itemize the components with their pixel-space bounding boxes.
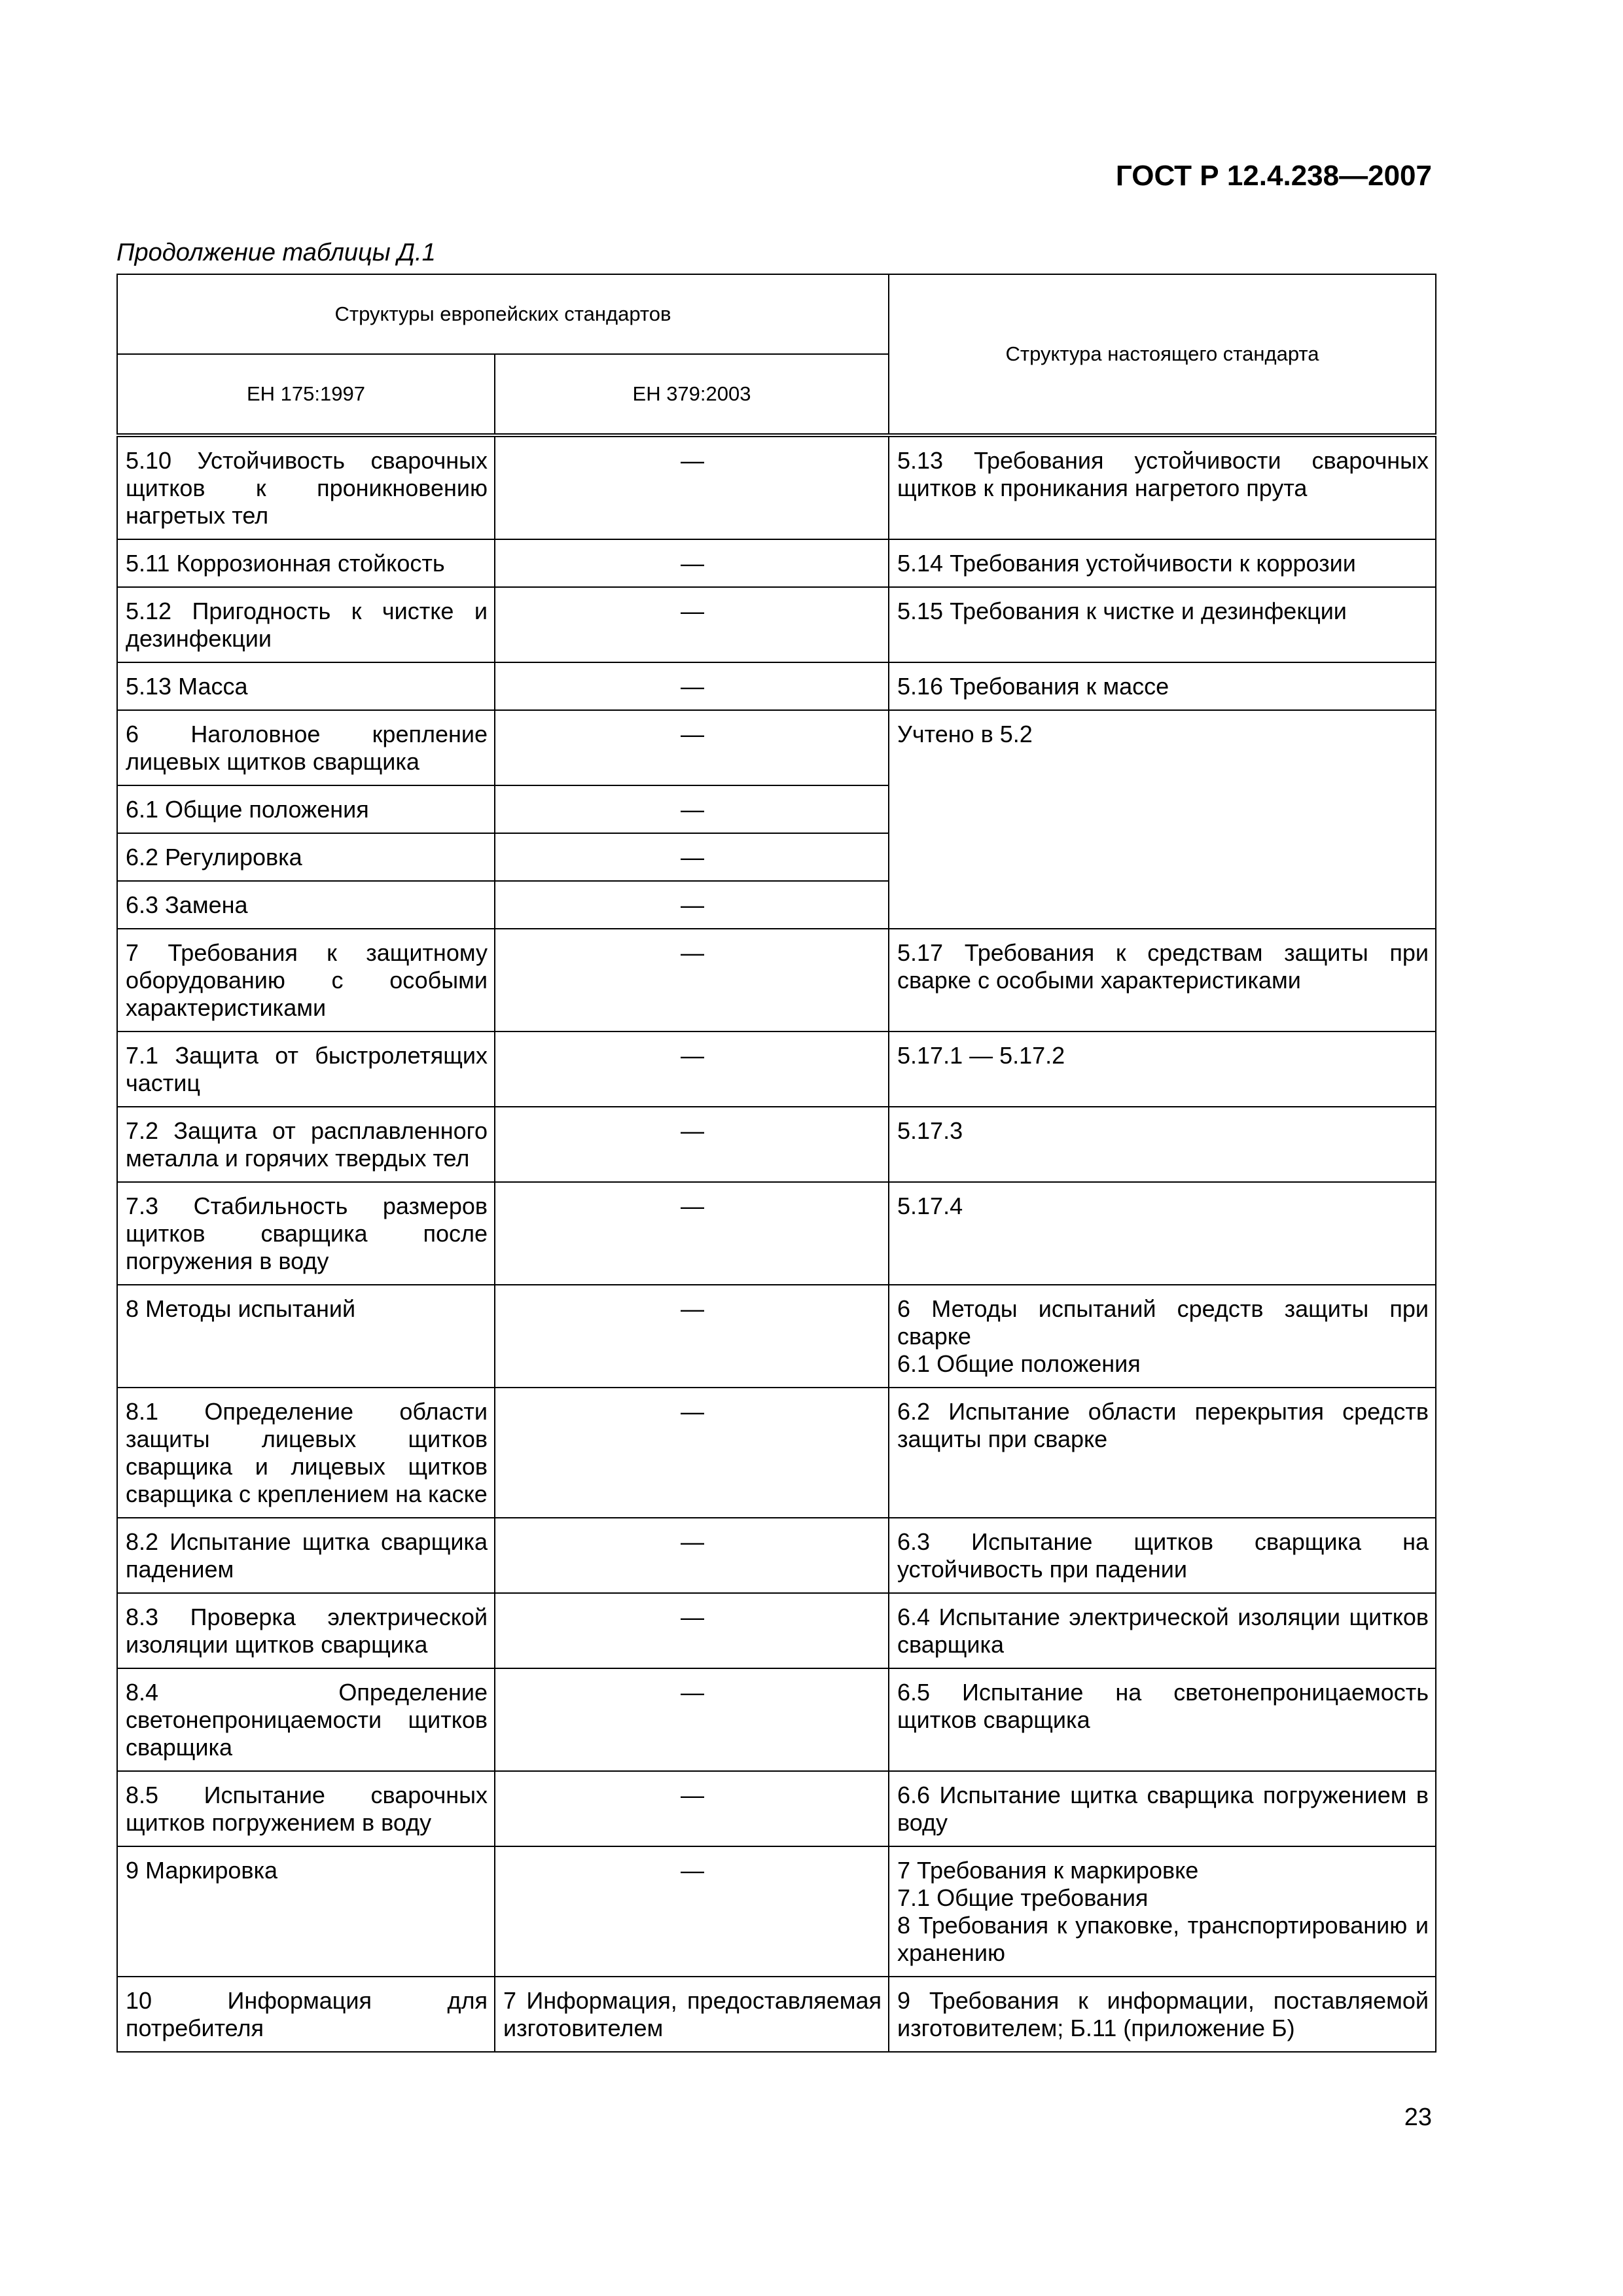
table-row (117, 662, 1436, 710)
cell-this-standard: 6.2 Испытание области перекрытия средств защиты при сварке (889, 1388, 1436, 1518)
cell-en379: — (495, 1031, 889, 1107)
cell-en379: — (495, 1388, 889, 1518)
cell-en379: — (495, 1668, 889, 1771)
table-row (117, 1285, 1436, 1388)
cell-en175: 8.5 Испытание сварочных щитков погружением в воду (117, 1771, 495, 1846)
cell-en379: — (495, 1771, 889, 1846)
cell-this-standard: 5.13 Требования устойчивости сварочных щитков к проникания нагретого прута (889, 435, 1436, 539)
cell-en175: 7.2 Защита от расплавленного металла и горячих твердых тел (117, 1107, 495, 1182)
cell-en379: — (495, 435, 889, 539)
cell-en175: 8.1 Определение области защиты лицевых щитков сварщика и лицевых щитков сварщика с креплением на каске (117, 1388, 495, 1518)
cell-en175: 5.13 Масса (117, 662, 495, 710)
cell-this-standard: 5.16 Требования к массе (889, 662, 1436, 710)
cell-en379: — (495, 881, 889, 929)
table-row (117, 435, 1436, 539)
cell-en175: 5.10 Устойчивость сварочных щитков к проникновению нагретых тел (117, 435, 495, 539)
cell-line: 6.1 Общие положения (897, 1350, 1141, 1377)
cell-en379: 7 Информация, предоставляемая изготовителем (495, 1977, 889, 2052)
cell-this-standard: 5.17.1 — 5.17.2 (889, 1031, 1436, 1107)
cell-en379: — (495, 1107, 889, 1182)
table-row (117, 1846, 1436, 1977)
cell-en379: — (495, 1593, 889, 1668)
cell-en379: — (495, 1846, 889, 1977)
table-row (117, 1388, 1436, 1518)
cell-en175: 8.3 Проверка электрической изоляции щитков сварщика (117, 1593, 495, 1668)
table-row (117, 587, 1436, 662)
cell-line: 6 Методы испытаний средств защиты при сварке (897, 1295, 1429, 1350)
cell-en175: 5.12 Пригодность к чистке и дезинфекции (117, 587, 495, 662)
header-this-standard: Структура настоящего стандарта (889, 274, 1436, 435)
cell-en379: — (495, 785, 889, 833)
cell-this-standard: 6.5 Испытание на светонепроницаемость щитков сварщика (889, 1668, 1436, 1771)
cell-line: 7 Требования к маркировке (897, 1857, 1199, 1884)
page-number: 23 (1404, 2104, 1432, 2131)
cell-en175: 5.11 Коррозионная стойкость (117, 539, 495, 587)
cell-this-standard: 6.6 Испытание щитка сварщика погружением в воду (889, 1771, 1436, 1846)
cell-en175: 7.1 Защита от быстролетящих частиц (117, 1031, 495, 1107)
cell-this-standard: Учтено в 5.2 (889, 710, 1436, 929)
cell-this-standard (889, 1285, 1436, 1388)
cell-en379: — (495, 929, 889, 1031)
header-en-175: ЕН 175:1997 (117, 354, 495, 435)
table-row (117, 1771, 1436, 1846)
table-caption: Продолжение таблицы Д.1 (116, 239, 436, 266)
cell-line: 8 Требования к упаковке, транспортированию и хранению (897, 1912, 1429, 1966)
cell-en379: — (495, 662, 889, 710)
standards-comparison-table (116, 274, 1436, 2053)
cell-this-standard: 5.17.4 (889, 1182, 1436, 1285)
cell-en175: 8.2 Испытание щитка сварщика падением (117, 1518, 495, 1593)
table-row (117, 1977, 1436, 2052)
cell-en175: 8 Методы испытаний (117, 1285, 495, 1388)
cell-en175: 6.1 Общие положения (117, 785, 495, 833)
table-row (117, 1182, 1436, 1285)
cell-this-standard: 6.4 Испытание электрической изоляции щитков сварщика (889, 1593, 1436, 1668)
table-row (117, 1593, 1436, 1668)
cell-this-standard: 5.17 Требования к средствам защиты при сварке с особыми характеристиками (889, 929, 1436, 1031)
table-row (117, 929, 1436, 1031)
cell-this-standard: 5.17.3 (889, 1107, 1436, 1182)
cell-en175: 7.3 Стабильность размеров щитков сварщика после погружения в воду (117, 1182, 495, 1285)
cell-en175: 7 Требования к защитному оборудованию с особыми характеристиками (117, 929, 495, 1031)
cell-en175: 6 Наголовное крепление лицевых щитков сварщика (117, 710, 495, 785)
cell-en379: — (495, 710, 889, 785)
cell-en379: — (495, 833, 889, 881)
cell-en379: — (495, 1182, 889, 1285)
cell-en379: — (495, 1285, 889, 1388)
cell-en175: 6.2 Регулировка (117, 833, 495, 881)
header-european-structures: Структуры европейских стандартов (117, 274, 889, 354)
cell-en379: — (495, 539, 889, 587)
cell-en379: — (495, 587, 889, 662)
table-row (117, 539, 1436, 587)
cell-en175: 8.4 Определение светонепроницаемости щитков сварщика (117, 1668, 495, 1771)
cell-en175: 6.3 Замена (117, 881, 495, 929)
table-row (117, 710, 1436, 785)
cell-en175: 10 Информация для потребителя (117, 1977, 495, 2052)
cell-en175: 9 Маркировка (117, 1846, 495, 1977)
cell-this-standard: 9 Требования к информации, поставляемой изготовителем; Б.11 (приложение Б) (889, 1977, 1436, 2052)
cell-this-standard (889, 1846, 1436, 1977)
cell-this-standard: 6.3 Испытание щитков сварщика на устойчивость при падении (889, 1518, 1436, 1593)
table-row (117, 1518, 1436, 1593)
cell-en379: — (495, 1518, 889, 1593)
cell-line: 7.1 Общие требования (897, 1884, 1149, 1911)
table-row (117, 1668, 1436, 1771)
header-en-379: ЕН 379:2003 (495, 354, 889, 435)
document-code: ГОСТ Р 12.4.238—2007 (1115, 160, 1432, 192)
cell-this-standard: 5.15 Требования к чистке и дезинфекции (889, 587, 1436, 662)
cell-this-standard: 5.14 Требования устойчивости к коррозии (889, 539, 1436, 587)
table-row (117, 1031, 1436, 1107)
table-row (117, 1107, 1436, 1182)
